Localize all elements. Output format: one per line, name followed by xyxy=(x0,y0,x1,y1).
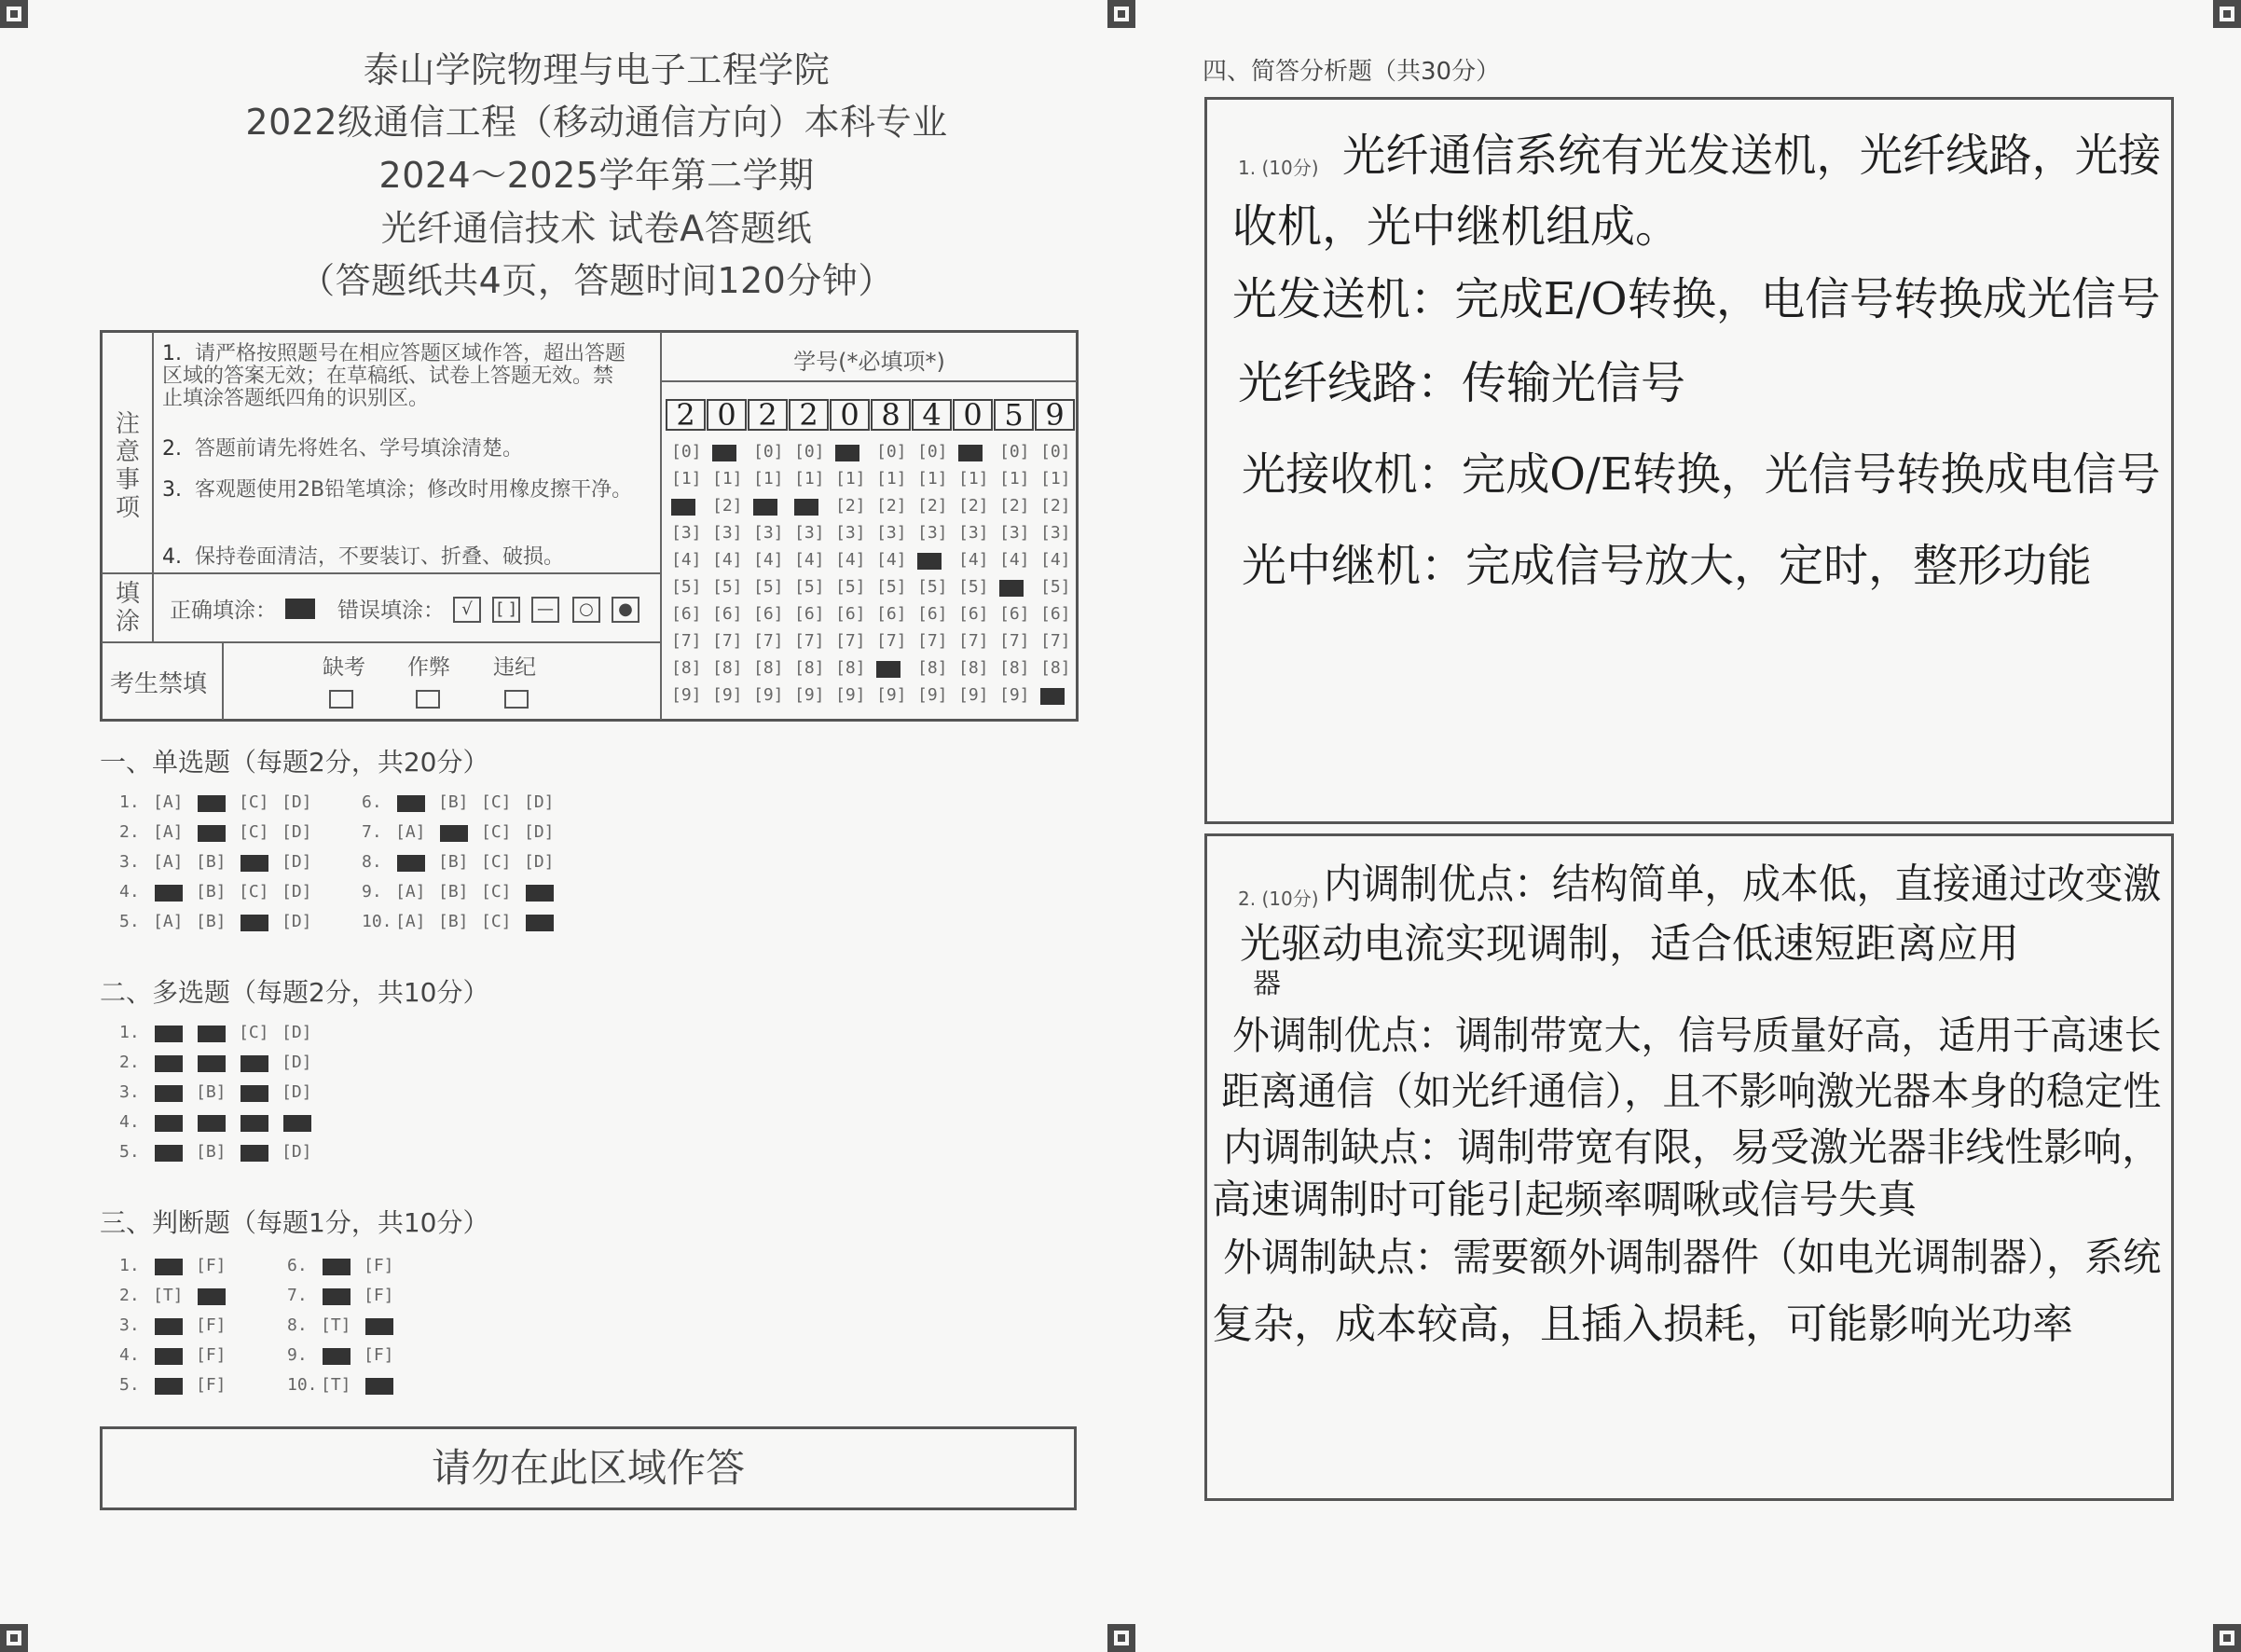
student-id-bubble[interactable]: [0] xyxy=(1040,442,1071,461)
answer-option[interactable]: [F] xyxy=(196,1345,227,1365)
student-id-bubble[interactable]: [0] xyxy=(671,442,702,461)
answer-option[interactable] xyxy=(153,1142,184,1162)
student-id-bubble[interactable]: [6] xyxy=(671,604,702,624)
student-id-digit: 4 xyxy=(912,399,952,431)
examiner-option-violation: 违纪 xyxy=(493,655,536,680)
question-number: 2. xyxy=(119,822,140,842)
student-id-bubble[interactable] xyxy=(876,658,907,678)
student-id-bubble[interactable]: [6] xyxy=(958,604,989,624)
student-id-bubble[interactable]: [3] xyxy=(671,523,702,543)
question-number: 10. xyxy=(362,912,392,931)
student-id-bubble[interactable]: [7] xyxy=(712,631,743,651)
student-id-bubble[interactable]: [6] xyxy=(917,604,948,624)
student-id-bubble[interactable]: [4] xyxy=(712,550,743,570)
handwritten-line: 光发送机：完成E/O转换，电信号转换成光信号 xyxy=(1232,273,2161,325)
student-id-bubble[interactable] xyxy=(835,442,866,461)
student-id-bubble[interactable]: [0] xyxy=(999,442,1030,461)
student-id-bubble[interactable]: [6] xyxy=(876,604,907,624)
student-id-digit: 2 xyxy=(748,399,788,431)
student-id-bubble[interactable]: [3] xyxy=(794,523,825,543)
student-id-bubble[interactable]: [9] xyxy=(671,685,702,705)
question-number: 1. xyxy=(119,1256,140,1275)
question-number: 3. xyxy=(119,1082,140,1102)
handwritten-line: 器 xyxy=(1253,968,1281,1000)
handwritten-line: 外调制优点：调制带宽大，信号质量好高，适用于高速长 xyxy=(1232,1012,2162,1058)
student-id-bubble[interactable]: [4] xyxy=(999,550,1030,570)
q1-score: 1. (10分) xyxy=(1238,157,1319,179)
handwritten-line: 外调制缺点：需要额外调制器件（如电光调制器），系统 xyxy=(1223,1234,2162,1280)
answer-option[interactable] xyxy=(196,1112,227,1132)
answer-option[interactable]: [C] xyxy=(239,882,269,902)
student-id-bubble[interactable]: [2] xyxy=(1040,496,1071,516)
student-id-bubble[interactable]: [2] xyxy=(917,496,948,516)
notice-label: 注意事项 xyxy=(115,410,140,522)
corner-marker-top-center xyxy=(1107,0,1135,28)
student-id-bubble[interactable] xyxy=(999,577,1030,597)
student-id-bubble[interactable]: [2] xyxy=(958,496,989,516)
answer-option[interactable] xyxy=(153,1082,184,1102)
student-id-bubble[interactable]: [4] xyxy=(876,550,907,570)
section4-title: 四、简答分析题（共30分） xyxy=(1203,58,1501,86)
student-id-bubble[interactable]: [4] xyxy=(794,550,825,570)
question-number: 2. xyxy=(119,1286,140,1305)
wrong-fill-sample-5: ● xyxy=(612,597,639,623)
student-id-bubble[interactable]: [5] xyxy=(794,577,825,597)
section3-title: 三、判断题（每题1分，共10分） xyxy=(100,1207,489,1238)
notice-item-1: 1. 请严格按照题号在相应答题区域作答，超出答题区域的答案无效；在草稿纸、试卷上答题无效。禁止填涂答题纸四角的识别区。 xyxy=(162,342,626,410)
answer-option[interactable]: [C] xyxy=(481,822,512,842)
absent-checkbox[interactable] xyxy=(329,690,353,709)
notice-item-2: 2. 答题前请先将姓名、学号填涂清楚。 xyxy=(162,437,524,461)
examiner-option-cheat: 作弊 xyxy=(407,655,450,680)
notice-item-4: 4. 保持卷面清洁，不要装订、折叠、破损。 xyxy=(162,545,565,569)
student-id-digit: 0 xyxy=(707,399,747,431)
handwritten-line: 光驱动电流实现调制，适合低速短距离应用 xyxy=(1240,920,2019,968)
student-id-bubble[interactable]: [5] xyxy=(835,577,866,597)
answer-option[interactable]: [D] xyxy=(282,822,312,842)
question-number: 3. xyxy=(119,852,140,872)
answer-option[interactable] xyxy=(153,1112,184,1132)
section1-title: 一、单选题（每题2分，共20分） xyxy=(100,747,489,778)
student-id-bubble[interactable]: [3] xyxy=(999,523,1030,543)
student-id-bubble[interactable]: [1] xyxy=(876,469,907,489)
student-id-digit: 2 xyxy=(789,399,829,431)
student-id-bubble[interactable]: [1] xyxy=(958,469,989,489)
answer-option[interactable]: [D] xyxy=(282,1082,312,1102)
student-id-bubble[interactable]: [8] xyxy=(753,658,784,678)
student-id-bubble[interactable]: [1] xyxy=(835,469,866,489)
correct-fill-sample xyxy=(285,599,315,619)
student-id-bubble[interactable]: [9] xyxy=(712,685,743,705)
wrong-fill-sample-4: ○ xyxy=(572,597,600,623)
student-id-bubble[interactable]: [7] xyxy=(876,631,907,651)
question-number: 4. xyxy=(119,1112,140,1132)
answer-option[interactable]: [T] xyxy=(321,1315,351,1335)
answer-option[interactable] xyxy=(524,912,555,931)
student-id-bubble[interactable]: [7] xyxy=(671,631,702,651)
answer-option[interactable] xyxy=(153,882,184,902)
student-id-bubble[interactable]: [0] xyxy=(753,442,784,461)
student-id-digit: 8 xyxy=(871,399,911,431)
corner-marker-top-right xyxy=(2213,0,2241,28)
answer-option[interactable]: [D] xyxy=(524,822,555,842)
student-id-bubble[interactable]: [3] xyxy=(835,523,866,543)
question-number: 1. xyxy=(119,1023,140,1042)
student-id-bubble[interactable]: [5] xyxy=(917,577,948,597)
student-id-bubble[interactable]: [3] xyxy=(1040,523,1071,543)
student-id-bubble[interactable]: [1] xyxy=(712,469,743,489)
answer-option[interactable]: [C] xyxy=(239,822,269,842)
student-id-bubble[interactable]: [7] xyxy=(753,631,784,651)
exam-subtitle: （答题纸共4页，答题时间120分钟） xyxy=(299,260,894,301)
answer-option[interactable] xyxy=(282,1112,312,1132)
question-number: 5. xyxy=(119,1375,140,1395)
answer-option[interactable] xyxy=(239,1142,269,1162)
question-number: 9. xyxy=(287,1345,308,1365)
student-id-bubble[interactable] xyxy=(794,496,825,516)
student-id-bubble[interactable]: [6] xyxy=(753,604,784,624)
handwritten-line: 距离通信（如光纤通信），且不影响激光器本身的稳定性 xyxy=(1221,1068,2162,1114)
answer-option[interactable] xyxy=(153,1375,184,1395)
answer-option[interactable]: [C] xyxy=(481,852,512,872)
student-id-bubble[interactable]: [3] xyxy=(958,523,989,543)
answer-option[interactable] xyxy=(153,1345,184,1365)
student-id-bubble[interactable]: [4] xyxy=(753,550,784,570)
answer-option[interactable]: [F] xyxy=(364,1345,394,1365)
student-id-bubble[interactable]: [9] xyxy=(876,685,907,705)
student-id-bubble[interactable]: [9] xyxy=(753,685,784,705)
student-id-bubble[interactable]: [9] xyxy=(917,685,948,705)
student-id-bubble[interactable]: [2] xyxy=(876,496,907,516)
student-id-bubble[interactable]: [9] xyxy=(999,685,1030,705)
answer-option[interactable]: [D] xyxy=(282,1053,312,1072)
exam-title: 光纤通信技术 试卷A答题纸 xyxy=(380,208,813,249)
q2-score: 2. (10分) xyxy=(1238,888,1319,910)
student-id-bubble[interactable]: [8] xyxy=(999,658,1030,678)
question-number: 8. xyxy=(362,852,382,872)
answer-option[interactable]: [D] xyxy=(524,792,555,812)
student-id-bubble[interactable]: [9] xyxy=(835,685,866,705)
answer-option[interactable]: [D] xyxy=(282,792,312,812)
semester-title: 2024～2025学年第二学期 xyxy=(378,155,815,196)
answer-option[interactable]: [B] xyxy=(196,852,227,872)
student-id-bubble[interactable]: [2] xyxy=(712,496,743,516)
student-id-bubble[interactable]: [8] xyxy=(917,658,948,678)
answer-option[interactable] xyxy=(364,1315,394,1335)
answer-option[interactable]: [F] xyxy=(196,1375,227,1395)
answer-option[interactable]: [F] xyxy=(364,1286,394,1305)
student-id-bubble[interactable]: [8] xyxy=(712,658,743,678)
answer-option[interactable]: [B] xyxy=(438,852,469,872)
answer-option[interactable]: [D] xyxy=(282,852,312,872)
answer-option[interactable] xyxy=(364,1375,394,1395)
answer-option[interactable]: [A] xyxy=(395,822,426,842)
corner-marker-bottom-left xyxy=(0,1624,28,1652)
question-number: 3. xyxy=(119,1315,140,1335)
student-id-bubble[interactable]: [1] xyxy=(999,469,1030,489)
student-id-bubble[interactable]: [6] xyxy=(835,604,866,624)
answer-option[interactable] xyxy=(321,1286,351,1305)
answer-option[interactable]: [B] xyxy=(196,1082,227,1102)
fill-label: 填涂 xyxy=(115,580,140,636)
student-id-digit: 0 xyxy=(953,399,993,431)
question-number: 5. xyxy=(119,1142,140,1162)
handwritten-line: 收机，光中继机组成。 xyxy=(1232,200,1681,253)
question-number: 2. xyxy=(119,1053,140,1072)
student-id-bubble[interactable]: [1] xyxy=(1040,469,1071,489)
answer-option[interactable]: [A] xyxy=(153,792,184,812)
answer-option[interactable]: [B] xyxy=(196,882,227,902)
student-id-bubble[interactable]: [7] xyxy=(1040,631,1071,651)
student-id-bubble[interactable] xyxy=(917,550,948,570)
student-id-bubble[interactable]: [7] xyxy=(917,631,948,651)
answer-option[interactable]: [C] xyxy=(239,1023,269,1042)
student-id-digit: 5 xyxy=(994,399,1034,431)
answer-option[interactable] xyxy=(153,1315,184,1335)
student-id-label: 学号(*必填项*) xyxy=(793,349,945,375)
student-id-bubble[interactable]: [9] xyxy=(794,685,825,705)
answer-option[interactable] xyxy=(239,852,269,872)
notice-item-3: 3. 客观题使用2B铅笔填涂；修改时用橡皮擦干净。 xyxy=(162,478,633,502)
student-id-bubble[interactable] xyxy=(712,442,743,461)
answer-option[interactable] xyxy=(153,1053,184,1072)
student-id-bubble[interactable]: [2] xyxy=(999,496,1030,516)
wrong-fill-label: 错误填涂： xyxy=(337,599,445,623)
corner-marker-top-left xyxy=(0,0,28,28)
student-id-bubble[interactable]: [1] xyxy=(753,469,784,489)
correct-fill-label: 正确填涂： xyxy=(170,599,277,623)
student-id-bubble[interactable] xyxy=(671,496,702,516)
wrong-fill-sample-2: [ ] xyxy=(492,597,520,623)
question-number: 5. xyxy=(119,912,140,931)
answer-option[interactable]: [A] xyxy=(153,822,184,842)
answer-option[interactable]: [A] xyxy=(153,912,184,931)
answer-option[interactable]: [A] xyxy=(153,852,184,872)
answer-option[interactable]: [B] xyxy=(438,882,469,902)
answer-option[interactable]: [T] xyxy=(153,1286,184,1305)
student-id-bubble[interactable]: [1] xyxy=(671,469,702,489)
student-id-bubble[interactable]: [0] xyxy=(876,442,907,461)
student-id-bubble[interactable]: [7] xyxy=(999,631,1030,651)
question-number: 7. xyxy=(362,822,382,842)
answer-option[interactable]: [F] xyxy=(196,1256,227,1275)
student-id-bubble[interactable]: [3] xyxy=(712,523,743,543)
cheat-checkbox[interactable] xyxy=(416,690,440,709)
answer-option[interactable]: [B] xyxy=(438,792,469,812)
violation-checkbox[interactable] xyxy=(504,690,529,709)
handwritten-line: 内调制优点：结构简单，成本低，直接通过改变激 xyxy=(1324,860,2162,908)
student-id-bubble[interactable]: [5] xyxy=(876,577,907,597)
handwritten-line: 复杂，成本较高，且插入损耗，可能影响光功率 xyxy=(1212,1301,2073,1348)
handwritten-line: 高速调制时可能引起频率啁啾或信号失真 xyxy=(1212,1177,1918,1222)
student-id-bubble[interactable]: [1] xyxy=(917,469,948,489)
answer-option[interactable] xyxy=(196,1023,227,1042)
examiner-option-absent: 缺考 xyxy=(323,655,365,680)
answer-option[interactable] xyxy=(524,882,555,902)
answer-option[interactable] xyxy=(239,912,269,931)
answer-option[interactable]: [A] xyxy=(395,882,426,902)
question-number: 10. xyxy=(287,1375,318,1395)
question-number: 4. xyxy=(119,882,140,902)
answer-option[interactable]: [C] xyxy=(481,882,512,902)
answer-option[interactable]: [D] xyxy=(282,1142,312,1162)
student-id-digit: 9 xyxy=(1035,399,1075,431)
student-id-bubble[interactable]: [3] xyxy=(753,523,784,543)
question-number: 1. xyxy=(119,792,140,812)
student-id-bubble[interactable]: [2] xyxy=(835,496,866,516)
answer-option[interactable]: [A] xyxy=(395,912,426,931)
student-id-digit: 2 xyxy=(666,399,706,431)
examiner-label: 考生禁填 xyxy=(110,670,208,698)
student-id-bubble[interactable]: [6] xyxy=(999,604,1030,624)
student-id-bubble[interactable]: [3] xyxy=(917,523,948,543)
answer-option[interactable]: [C] xyxy=(481,912,512,931)
major-title: 2022级通信工程（移动通信方向）本科专业 xyxy=(245,102,948,143)
answer-option[interactable]: [F] xyxy=(364,1256,394,1275)
answer-option[interactable] xyxy=(153,1023,184,1042)
student-id-bubble[interactable]: [6] xyxy=(794,604,825,624)
student-id-bubble[interactable]: [7] xyxy=(958,631,989,651)
answer-option[interactable]: [B] xyxy=(196,1142,227,1162)
answer-option[interactable]: [D] xyxy=(282,1023,312,1042)
wrong-fill-sample-3: — xyxy=(531,597,559,623)
handwritten-line: 内调制缺点：调制带宽有限，易受激光器非线性影响， xyxy=(1223,1124,2161,1170)
answer-option[interactable]: [B] xyxy=(196,912,227,931)
answer-option[interactable]: [C] xyxy=(239,792,269,812)
question-number: 6. xyxy=(287,1256,308,1275)
answer-option[interactable] xyxy=(395,852,426,872)
student-id-bubble[interactable]: [5] xyxy=(753,577,784,597)
student-id-bubble[interactable]: [4] xyxy=(1040,550,1071,570)
question-number: 4. xyxy=(119,1345,140,1365)
wrong-fill-sample-1: √ xyxy=(453,597,481,623)
student-id-bubble[interactable]: [0] xyxy=(917,442,948,461)
student-id-bubble[interactable]: [8] xyxy=(835,658,866,678)
student-id-bubble[interactable]: [5] xyxy=(1040,577,1071,597)
section2-title: 二、多选题（每题2分，共10分） xyxy=(100,977,489,1008)
student-id-bubble[interactable]: [5] xyxy=(671,577,702,597)
student-id-bubble[interactable] xyxy=(1040,685,1071,705)
student-id-bubble[interactable]: [6] xyxy=(712,604,743,624)
answer-option[interactable] xyxy=(438,822,469,842)
answer-option[interactable]: [D] xyxy=(524,852,555,872)
answer-option[interactable]: [T] xyxy=(321,1375,351,1395)
student-id-bubble[interactable]: [5] xyxy=(958,577,989,597)
answer-option[interactable] xyxy=(239,1112,269,1132)
student-id-bubble[interactable]: [7] xyxy=(835,631,866,651)
corner-marker-bottom-right xyxy=(2213,1624,2241,1652)
student-id-bubble[interactable]: [7] xyxy=(794,631,825,651)
student-id-bubble[interactable]: [9] xyxy=(958,685,989,705)
student-id-bubble[interactable]: [4] xyxy=(958,550,989,570)
answer-option[interactable]: [D] xyxy=(282,882,312,902)
student-id-bubble[interactable]: [8] xyxy=(671,658,702,678)
answer-option[interactable] xyxy=(196,1053,227,1072)
student-id-bubble[interactable]: [6] xyxy=(1040,604,1071,624)
answer-option[interactable] xyxy=(196,822,227,842)
student-id-bubble[interactable] xyxy=(958,442,989,461)
school-title: 泰山学院物理与电子工程学院 xyxy=(363,49,831,90)
student-id-bubble[interactable]: [4] xyxy=(671,550,702,570)
answer-option[interactable]: [B] xyxy=(438,912,469,931)
student-id-bubble[interactable]: [5] xyxy=(712,577,743,597)
handwritten-line: 光中继机：完成信号放大，定时，整形功能 xyxy=(1242,540,2093,592)
question-number: 9. xyxy=(362,882,382,902)
question-number: 6. xyxy=(362,792,382,812)
answer-option[interactable] xyxy=(239,1082,269,1102)
student-id-bubble[interactable] xyxy=(753,496,784,516)
answer-option[interactable] xyxy=(196,1286,227,1305)
handwritten-line: 光接收机：完成O/E转换，光信号转换成电信号 xyxy=(1242,448,2161,501)
student-id-bubble[interactable]: [1] xyxy=(794,469,825,489)
answer-option[interactable]: [C] xyxy=(481,792,512,812)
student-id-bubble[interactable]: [0] xyxy=(794,442,825,461)
answer-option[interactable] xyxy=(395,792,426,812)
handwritten-line: 光纤通信系统有光发送机，光纤线路，光接 xyxy=(1342,130,2162,182)
answer-option[interactable] xyxy=(153,1256,184,1275)
no-write-area: 请勿在此区域作答 xyxy=(100,1426,1077,1510)
answer-option[interactable] xyxy=(321,1345,351,1365)
answer-option[interactable]: [F] xyxy=(196,1315,227,1335)
student-id-digit: 0 xyxy=(830,399,870,431)
student-id-bubble[interactable]: [4] xyxy=(835,550,866,570)
student-id-bubble[interactable]: [8] xyxy=(958,658,989,678)
student-id-bubble[interactable]: [8] xyxy=(1040,658,1071,678)
student-id-bubble[interactable]: [3] xyxy=(876,523,907,543)
student-id-bubble[interactable]: [8] xyxy=(794,658,825,678)
question-number: 8. xyxy=(287,1315,308,1335)
answer-option[interactable] xyxy=(321,1256,351,1275)
corner-marker-bottom-center xyxy=(1107,1624,1135,1652)
answer-option[interactable]: [D] xyxy=(282,912,312,931)
answer-option[interactable] xyxy=(196,792,227,812)
handwritten-line: 光纤线路：传输光信号 xyxy=(1238,357,1686,409)
question-number: 7. xyxy=(287,1286,308,1305)
answer-option[interactable] xyxy=(239,1053,269,1072)
